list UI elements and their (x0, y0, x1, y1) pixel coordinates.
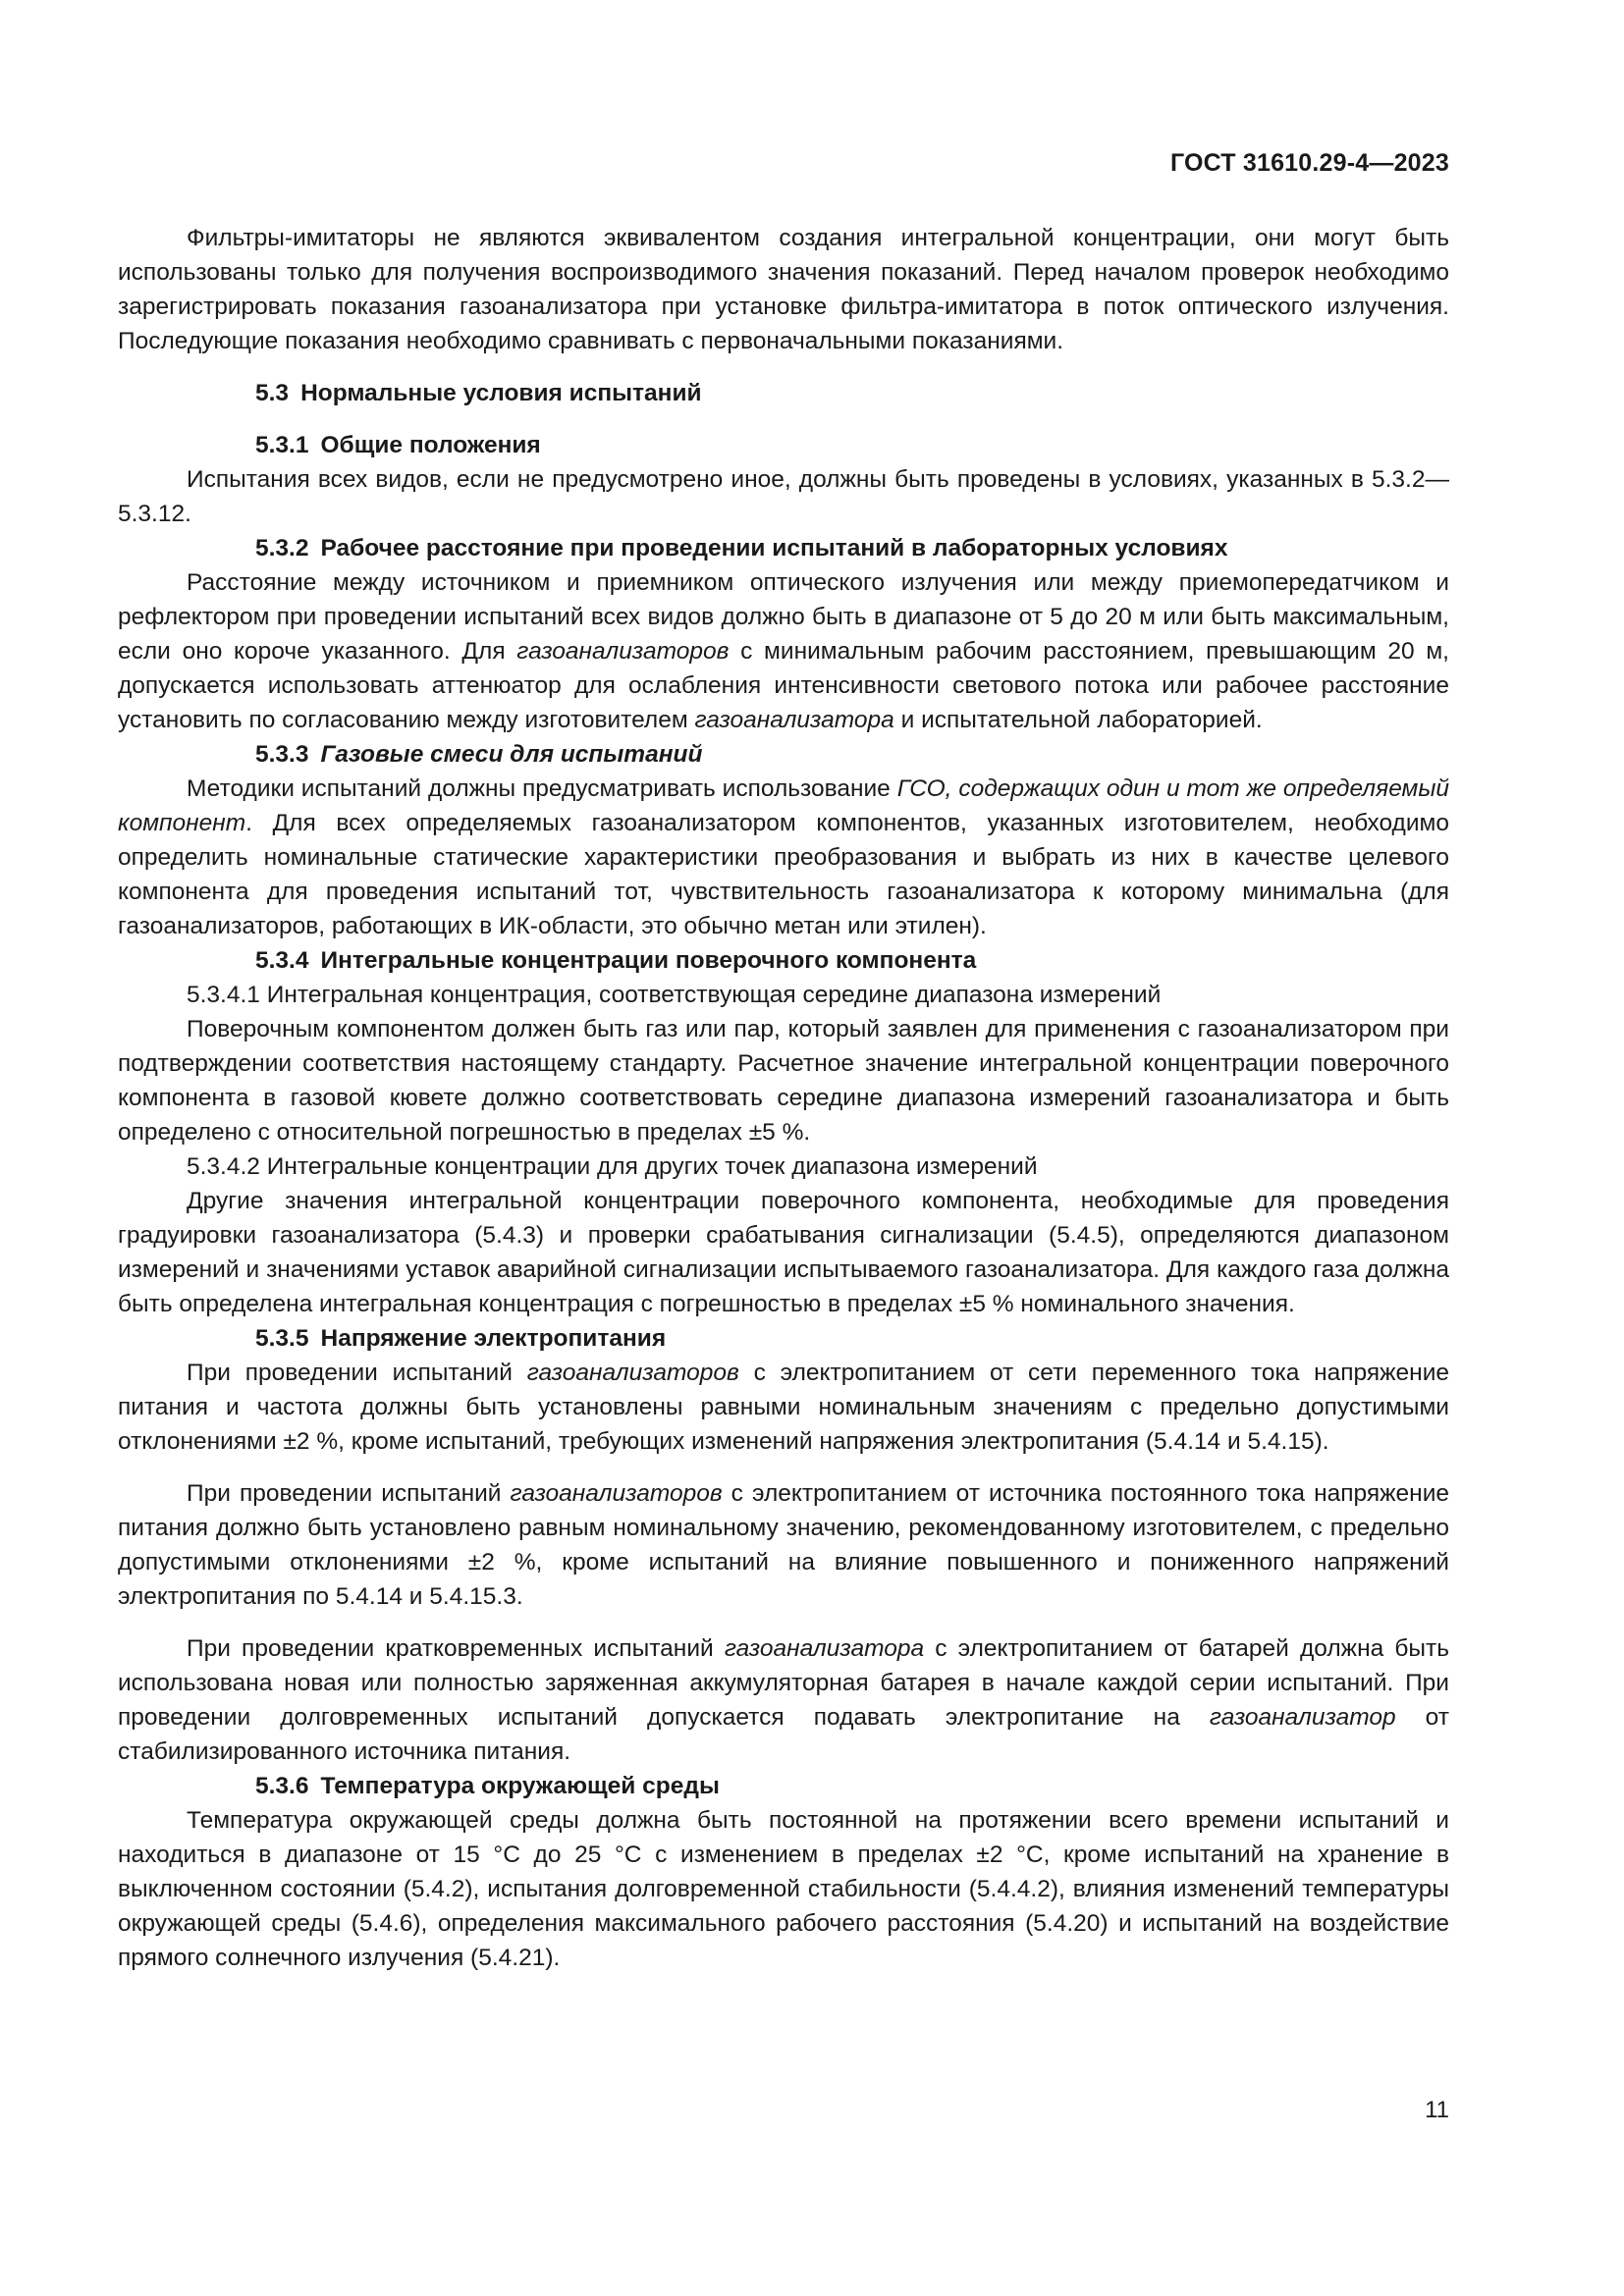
text-run: с электропитанием от сети переменного тока напряжение питания и частота должны быть установлены равными номинальным значениям с предельно допустимыми отклонениями ±2 %, кроме испытаний, требующих изменений напряжения электропитания (5.4.14 и 5.4.15). (118, 1360, 1449, 1455)
section-5-3-1-heading (118, 428, 1449, 462)
section-5-3-2-paragraph (118, 565, 1449, 737)
section-number: 5.3.4 (255, 947, 309, 974)
section-5-3-5-paragraph-3 (118, 1631, 1449, 1769)
italic-term: ГСО, содержащих один и тот же определяемый компонент (118, 775, 1449, 836)
section-number: 5.3.3 (255, 741, 309, 768)
italic-term: газоанализатор (1209, 1704, 1396, 1731)
section-5-3-3-paragraph (118, 772, 1449, 943)
section-number: 5.3.5 (255, 1325, 309, 1352)
section-5-3-3-heading (118, 737, 1449, 772)
section-title: Нормальные условия испытаний (300, 380, 702, 406)
section-5-3-4-1-title: 5.3.4.1 Интегральная концентрация, соответствующая середине диапазона измерений (187, 982, 1162, 1008)
section-5-3-5-paragraph-1 (118, 1356, 1449, 1459)
text-run: При проведении испытаний (187, 1360, 527, 1386)
standard-header: ГОСТ 31610.29-4—2023 (1169, 149, 1449, 177)
section-5-3-5-heading (118, 1321, 1449, 1356)
section-5-3-5-paragraph-2 (118, 1476, 1449, 1614)
section-number: 5.3.2 (255, 535, 309, 561)
section-title: Напряжение электропитания (320, 1325, 667, 1352)
text-run: с электропитанием от батарей должна быть использована новая или полностью заряженная аккумуляторная батарея в начале каждой серии испытаний. При проведении долговременных испытаний допускается подавать электропитание на (118, 1635, 1449, 1731)
intro-paragraph: Фильтры-имитаторы не являются эквивалентом создания интегральной концентрации, они могут быть использованы только для получения воспроизводимого значения показаний. Перед началом проверок необходимо зарегистрировать показания газоанализатора при установке фильтра-имитатора в поток оптического излучения. Последующие показания необходимо сравнивать с первоначальными показаниями. (118, 225, 1449, 354)
section-5-3-1-paragraph: Испытания всех видов, если не предусмотрено иное, должны быть проведены в условиях, указанных в 5.3.2—5.3.12. (118, 466, 1449, 527)
text-run: При проведении испытаний (187, 1480, 511, 1507)
text-run: и испытательной лабораторией. (893, 707, 1263, 733)
section-title: Общие положения (320, 432, 541, 458)
text-run: с электропитанием от источника постоянного тока напряжение питания должно быть установлено равным номинальному значению, рекомендованному изготовителем, с предельно допустимыми отклонениями ±2 %, кроме испытаний на влияние повышенного и пониженного напряжений электропитания по 5.4.14 и 5.4.15.3. (118, 1480, 1450, 1610)
text-run: с минимальным рабочим расстоянием, превышающим 20 м, допускается использовать аттенюатор для ослабления интенсивности светового потока или рабочее расстояние установить по согласованию между изготовителем (118, 638, 1449, 733)
section-number: 5.3.1 (255, 432, 309, 458)
text-run: При проведении кратковременных испытаний (187, 1635, 725, 1662)
section-title: Рабочее расстояние при проведении испытаний в лабораторных условиях (320, 535, 1228, 561)
italic-term: газоанализаторов (510, 1480, 723, 1507)
italic-term: газоанализаторов (516, 638, 730, 665)
section-5-3-4-heading (118, 943, 1449, 978)
document-body (118, 221, 1449, 1975)
italic-term: газоанализатора (694, 707, 894, 733)
section-5-3-4-1-paragraph: Поверочным компонентом должен быть газ или пар, который заявлен для применения с газоанализатором при подтверждении соответствия настоящему стандарту. Расчетное значение интегральной концентрации поверочного компонента в газовой кювете должно соответствовать середине диапазона измерений газоанализатора и быть определено с относительной погрешностью в пределах ±5 %. (118, 1016, 1449, 1146)
section-5-3-6-heading (118, 1769, 1449, 1803)
section-5-3-6-paragraph: Температура окружающей среды должна быть постоянной на протяжении всего времени испытаний и находиться в диапазоне от 15 °С до 25 °С с изменением в пределах ±2 °С, кроме испытаний на хранение в выключенном состоянии (5.4.2), испытания долговременной стабильности (5.4.4.2), влияния изменений температуры окружающей среды (5.4.6), определения максимального рабочего расстояния (5.4.20) и испытаний на воздействие прямого солнечного излучения (5.4.21). (118, 1807, 1449, 1971)
text-run: Расстояние между источником и приемником оптического излучения или между приемопередатчиком и рефлектором при проведении испытаний всех видов должно быть в диапазоне от 5 до 20 м или быть максимальным, если оно короче указанного. Для (118, 569, 1449, 665)
text-run: от стабилизированного источника питания. (118, 1704, 1449, 1765)
section-5-3-2-heading (118, 531, 1449, 565)
text-run: Методики испытаний должны предусматривать использование (187, 775, 897, 802)
section-title: Газовые смеси для испытаний (320, 741, 703, 768)
section-5-3-4-2-paragraph: Другие значения интегральной концентрации поверочного компонента, необходимые для проведения градуировки газоанализатора (5.4.3) и проверки срабатывания сигнализации (5.4.5), определяются диапазоном измерений и значениями уставок аварийной сигнализации испытываемого газоанализатора. Для каждого газа должна быть определена интегральная концентрация с погрешностью в пределах ±5 % номинального значения. (118, 1188, 1449, 1317)
page-number: 11 (1425, 2097, 1449, 2123)
section-5-3-4-2-title: 5.3.4.2 Интегральные концентрации для других точек диапазона измерений (187, 1153, 1038, 1180)
section-title: Интегральные концентрации поверочного компонента (320, 947, 977, 974)
section-title: Температура окружающей среды (320, 1773, 720, 1799)
section-number: 5.3.6 (255, 1773, 309, 1799)
text-run: . Для всех определяемых газоанализатором компонентов, указанных изготовителем, необходимо определить номинальные статические характеристики преобразования и выбрать из них в качестве целевого компонента для проведения испытаний тот, чувствительность газоанализатора к которому минимальна (для газоанализаторов, работающих в ИК-области, это обычно метан или этилен). (118, 810, 1449, 939)
section-5-3-heading (118, 376, 1449, 410)
section-number: 5.3 (255, 380, 290, 406)
italic-term: газоанализатора (724, 1635, 925, 1662)
italic-term: газоанализаторов (526, 1360, 739, 1386)
